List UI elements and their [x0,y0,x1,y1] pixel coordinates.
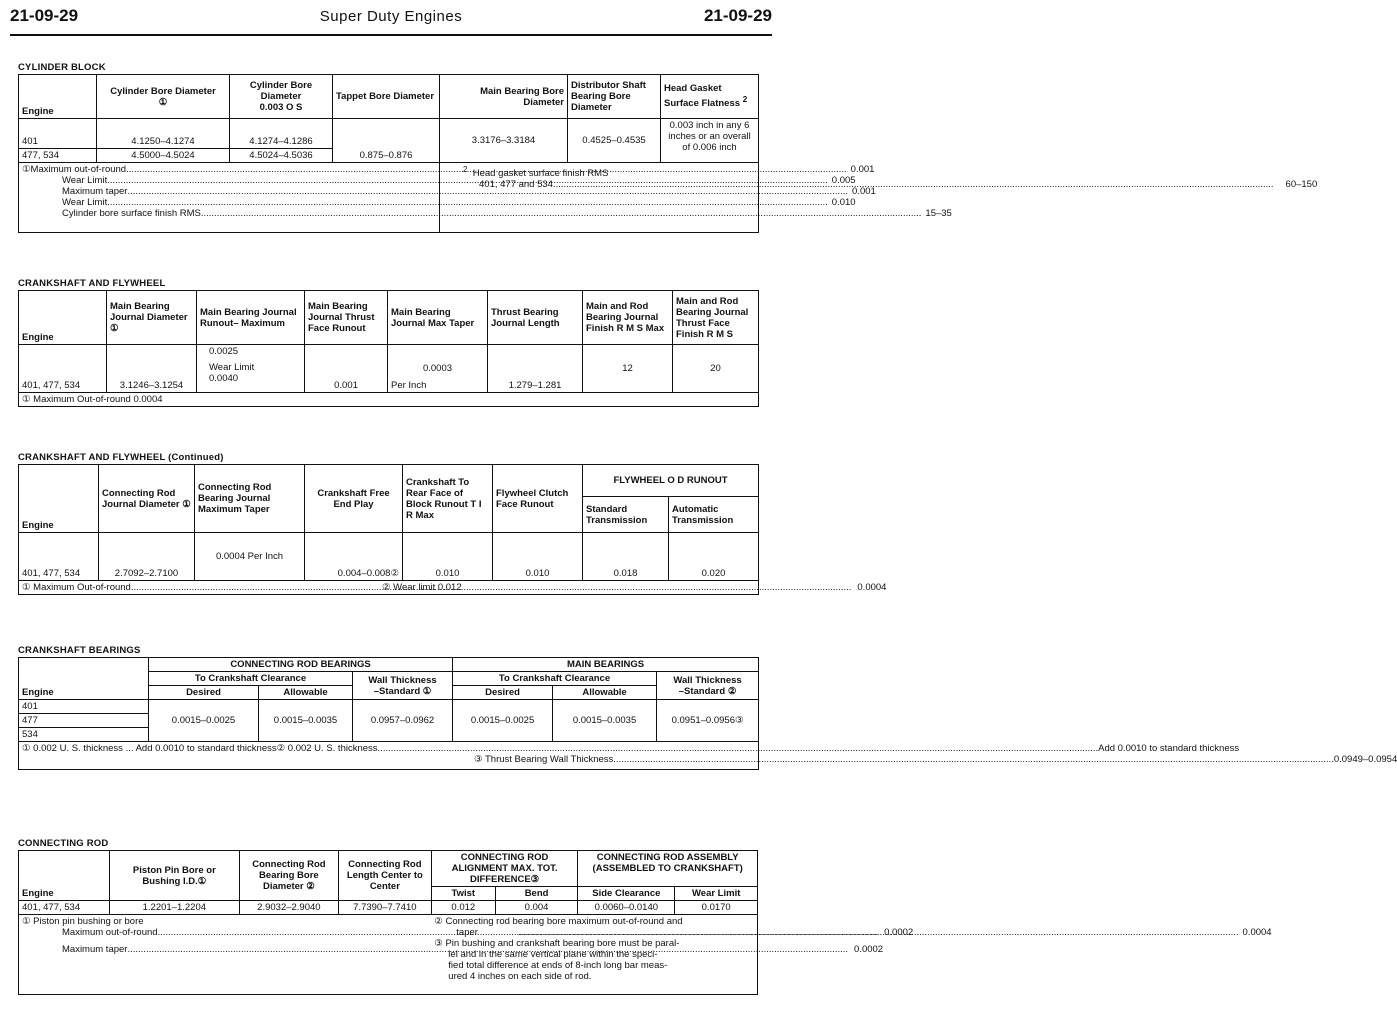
main-wall-value: 0.0951–0.0956③ [657,700,759,742]
bore-os-477-534: 4.5024–4.5036 [230,149,333,163]
crankshaft-continued-notes: ① Maximum Out-of-round ..... 0.0004 ② Wear limit 0.012 [19,581,759,595]
col-flatness: Head Gasket Surface Flatness $^2$ [661,75,759,119]
col-engine: Engine [19,291,107,345]
block-runout-value: 0.010 [403,533,493,581]
crankshaft-bearings-section [18,645,1397,770]
cylinder-block-table [18,74,1318,233]
col-block-runout: Crankshaft To Rear Face of Block Runout T I R Max [403,465,493,533]
bore-477-534: 4.5000–4.5024 [97,149,230,163]
connecting-rod-table [18,850,1272,995]
engine-value: 401, 477, 534 [19,533,99,581]
diameter-value: 3.1246–3.1254 [107,345,197,393]
pin-value: 1.2201–1.2204 [109,901,239,915]
engine-401: 401 [19,119,97,149]
engine-534: 534 [19,728,149,742]
col-main-desired: Desired [453,686,553,700]
col-standard: Standard Transmission [583,497,669,533]
col-distributor: Distributor Shaft Bearing Bore Diameter [568,75,661,119]
col-main-bearings: MAIN BEARINGS [453,658,759,672]
col-rod-journal-taper: Connecting Rod Bearing Journal Maximum Taper [195,465,305,533]
col-main-bearing: Main Bearing Bore Diameter [440,75,568,119]
bend-value: 0.004 [495,901,578,915]
col-clutch-runout: Flywheel Clutch Face Runout [493,465,583,533]
section-title: CRANKSHAFT AND FLYWHEEL [18,278,166,289]
runout-value: 0.0025 Wear Limit 0.0040 [197,345,305,393]
col-thrust-runout: Main Bearing Journal Thrust Face Runout [305,291,388,345]
length-value: 7.7390–7.7410 [338,901,431,915]
col-bore-os: Cylinder Bore Diameter 0.003 O S [230,75,333,119]
col-bend: Bend [495,887,578,901]
thrust-runout-value: 0.001 [305,345,388,393]
conn-desired-value: 0.0015–0.0025 [149,700,259,742]
cylinder-notes-2: $^2$ Head gasket surface finish RMS 401, 477 and 534 ..... 60–150 [440,163,759,233]
col-journal-finish: Main and Rod Bearing Journal Finish R M S Max [583,291,673,345]
automatic-value: 0.020 [669,533,759,581]
main-desired-value: 0.0015–0.0025 [453,700,553,742]
col-journal-runout: Main Bearing Journal Runout– Maximum [197,291,305,345]
crankshaft-note: ① Maximum Out-of-round 0.0004 [19,393,759,407]
col-twist: Twist [431,887,495,901]
col-thrust-length: Thrust Bearing Journal Length [488,291,583,345]
clutch-runout-value: 0.010 [493,533,583,581]
bore-os-401: 4.1274–4.1286 [230,119,333,149]
section-title: CONNECTING ROD [18,838,109,849]
crankshaft-flywheel-continued-table [18,464,887,595]
col-piston-pin: Piston Pin Bore or Bushing I.D.① [109,851,239,901]
col-main-allowable: Allowable [553,686,657,700]
end-play-value: 0.004–0.008② [305,533,403,581]
distributor-value: 0.4525–0.4535 [568,119,661,163]
col-thrust-finish: Main and Rod Bearing Journal Thrust Face Finish R M S [673,291,759,345]
conn-wall-value: 0.0957–0.0962 [353,700,453,742]
wear-limit-value: 0.0170 [675,901,758,915]
standard-value: 0.018 [583,533,669,581]
engine-value: 401, 477, 534 [19,901,110,915]
col-tappet: Tappet Bore Diameter [333,75,440,119]
col-end-play: Crankshaft Free End Play [305,465,403,533]
main-allowable-value: 0.0015–0.0035 [553,700,657,742]
col-alignment: CONNECTING ROD ALIGNMENT MAX. TOT. DIFFERENCE③ [431,851,578,887]
twist-value: 0.012 [431,901,495,915]
col-rod-length: Connecting Rod Length Center to Center [338,851,431,901]
length-value: 1.279–1.281 [488,345,583,393]
engine-401: 401 [19,700,149,714]
col-main-wall: Wall Thickness –Standard ② [657,672,759,700]
col-automatic: Automatic Transmission [669,497,759,533]
col-bore: Cylinder Bore Diameter ① [97,75,230,119]
rod-notes-2: ② Connecting rod bearing bore maximum out-of-round and taper ..... 0.0004 ③ Pin bushing and crankshaft bearing bore must be paral- lel and in the same vertical plane within the speci- fied total difference at ends of 8-inch long bar meas- ured 4 inches on each side of rod. [431,915,757,995]
engine-value: 401, 477, 534 [19,345,107,393]
rod-notes-1: ① Piston pin bushing or bore Maximum out-of-round ..... 0.0002 Maximum taper ..... 0.0002 [19,915,432,995]
col-rod-bore: Connecting Rod Bearing Bore Diameter ② [239,851,338,901]
col-max-taper: Main Bearing Journal Max Taper [388,291,488,345]
bore-401: 4.1250–4.1274 [97,119,230,149]
bore-value: 2.9032–2.9040 [239,901,338,915]
finish-value: 12 [583,345,673,393]
crankshaft-flywheel-section [18,278,758,407]
col-engine: Engine [19,465,99,533]
section-title: CRANKSHAFT BEARINGS [18,645,141,656]
crankshaft-bearings-table [18,657,1397,770]
col-assembly: CONNECTING ROD ASSEMBLY (ASSEMBLED TO CRANKSHAFT) [578,851,758,887]
col-main-clearance: To Crankshaft Clearance [453,672,657,686]
bearing-notes: ① 0.002 U. S. thickness ... Add 0.0010 to standard thickness ② 0.002 U. S. thickness ..... Add 0.0010 to standard thickness ③ Thrust Bearing Wall Thickness ..... 0.0949–0.0954 [19,742,759,770]
col-journal-diameter: Main Bearing Journal Diameter ① [107,291,197,345]
engine-477: 477 [19,714,149,728]
side-clearance-value: 0.0060–0.0140 [578,901,675,915]
connecting-rod-section [18,838,1272,995]
cylinder-notes-1: ① Maximum out-of-round ..... 0.001 Wear Limit ..... 0.005 Maximum taper ..... 0.001 Wear Limit ..... 0.010 Cylinder bore surface finish RMS ..... 15–35 [19,163,440,233]
col-conn-allowable: Allowable [259,686,353,700]
section-title: CRANKSHAFT AND FLYWHEEL (Continued) [18,452,224,463]
col-conn-desired: Desired [149,686,259,700]
crankshaft-flywheel-continued-section [18,452,887,595]
col-wear-limit: Wear Limit [675,887,758,901]
col-connecting-rod-bearings: CONNECTING ROD BEARINGS [149,658,453,672]
page-title: Super Duty Engines [319,8,463,25]
col-flywheel-od-runout: FLYWHEEL O D RUNOUT [583,465,759,497]
col-conn-clearance: To Crankshaft Clearance [149,672,353,686]
conn-allowable-value: 0.0015–0.0035 [259,700,353,742]
cylinder-block-section [18,62,1318,233]
tappet-value: 0.875–0.876 [333,119,440,163]
col-engine: Engine [19,851,110,901]
crankshaft-flywheel-table [18,290,759,407]
col-rod-journal-diameter: Connecting Rod Journal Diameter ① [99,465,195,533]
col-side-clearance: Side Clearance [578,887,675,901]
flatness-value: 0.003 inch in any 6 inches or an overall of 0.006 inch [661,119,759,163]
rod-taper-value: 0.0004 Per Inch [195,533,305,581]
page-number-right: 21-09-29 [703,6,772,25]
main-bearing-value: 3.3176–3.3184 [440,119,568,163]
col-conn-wall: Wall Thickness –Standard ① [353,672,453,700]
col-engine: Engine [19,658,149,700]
taper-value: 0.0003 Per Inch [388,345,488,393]
page-number-left: 21-09-29 [10,6,79,25]
rod-diameter-value: 2.7092–2.7100 [99,533,195,581]
col-engine: Engine [19,75,97,119]
thrust-finish-value: 20 [673,345,759,393]
engine-477-534: 477, 534 [19,149,97,163]
section-title: CYLINDER BLOCK [18,62,106,73]
page-header [10,4,772,36]
